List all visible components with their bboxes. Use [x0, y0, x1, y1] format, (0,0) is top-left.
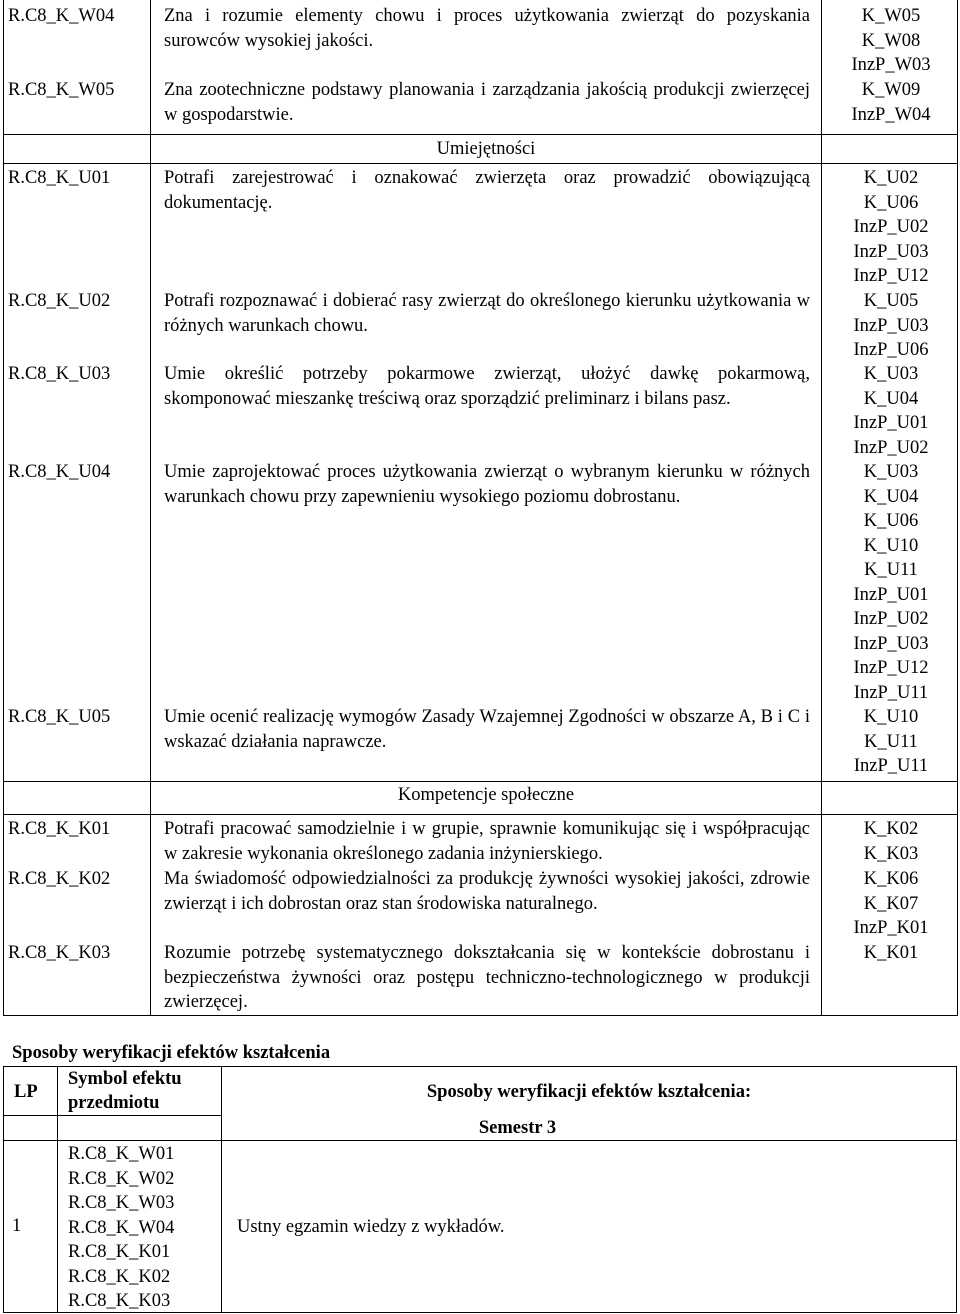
outcome-code: R.C8_K_U04 [8, 462, 111, 482]
table-line-comp-body [3, 814, 958, 815]
outcome-description: Ma świadomość odpowiedzialności za produkcję żywności wysokiej jakości, zdrowie zwierząt i ich dobrostan oraz stan środowiska naturalnego. [164, 869, 810, 914]
outcome-refs: K_U05 InzP_U03 InzP_U06 [853, 291, 929, 360]
table-border-left [3, 0, 4, 1016]
outcome-code: R.C8_K_K01 [8, 819, 111, 839]
outcome-description: Umie zaprojektować proces użytkowania zwierząt o wybranym kierunku w różnych warunkach chowu przy zapewnieniu wysokiego poziomu dobrostanu. [164, 462, 810, 507]
verification-title: Sposoby weryfikacji efektów kształcenia [12, 1043, 331, 1063]
outcome-code: R.C8_K_W04 [8, 6, 115, 26]
table-line-comp-head [3, 781, 958, 782]
outcome-refs: K_W09 InzP_W04 [851, 80, 931, 125]
table2-border-right [956, 1066, 957, 1313]
outcome-description: Zna i rozumie elementy chowu i proces użytkowania zwierząt do pozyskania surowców wysokiej jakości. [164, 6, 810, 51]
outcome-code: R.C8_K_U02 [8, 291, 111, 311]
table2-border-left [3, 1066, 4, 1313]
verification-method: Ustny egzamin wiedzy z wykładów. [237, 1217, 505, 1237]
outcome-code: R.C8_K_U05 [8, 707, 111, 727]
outcome-refs: K_K06 K_K07 InzP_K01 [853, 869, 929, 938]
outcome-code: R.C8_K_K02 [8, 869, 111, 889]
competences-heading: Kompetencje społeczne [397, 785, 575, 805]
outcome-refs: K_U03 K_U04 K_U06 K_U10 K_U11 InzP_U01 InzP_U02 InzP_U03 InzP_U12 InzP_U11 [853, 462, 929, 703]
outcome-refs: K_U03 K_U04 InzP_U01 InzP_U02 [853, 364, 929, 458]
verification-lp: 1 [12, 1216, 22, 1236]
outcome-refs: K_U10 K_U11 InzP_U11 [853, 707, 929, 776]
outcome-refs: K_K02 K_K03 [863, 819, 919, 864]
outcome-description: Zna zootechniczne podstawy planowania i zarządzania jakością produkcji zwierzęcej w gospodarstwie. [164, 80, 810, 125]
outcome-code: R.C8_K_U03 [8, 364, 111, 384]
outcome-code: R.C8_K_K03 [8, 943, 111, 963]
outcome-description: Potrafi pracować samodzielnie i w grupie, sprawnie komunikując się i współpracując w zakresie wykonania określonego zadania inżynierskiego. [164, 819, 810, 864]
verification-symbols: R.C8_K_W01 R.C8_K_W02 R.C8_K_W03 R.C8_K_W04 R.C8_K_K01 R.C8_K_K02 R.C8_K_K03 [68, 1144, 175, 1311]
column-header-symbol: Symbol efektu przedmiotu [68, 1069, 182, 1113]
semester-label: Semestr 3 [478, 1118, 557, 1138]
outcome-code: R.C8_K_U01 [8, 168, 111, 188]
table-line-skills-head [3, 134, 958, 135]
outcome-description: Potrafi rozpoznawać i dobierać rasy zwierząt do określonego kierunku użytkowania w różnych warunkach chowu. [164, 291, 810, 336]
outcome-refs: K_U02 K_U06 InzP_U02 InzP_U03 InzP_U12 [853, 168, 929, 286]
column-header-lp: LP [14, 1082, 38, 1102]
outcome-description: Umie określić potrzeby pokarmowe zwierząt, ułożyć dawkę pokarmową, skomponować mieszankę treściwą oraz sporządzić preliminarz i bilans pasz. [164, 364, 810, 409]
skills-heading: Umiejętności [436, 139, 536, 159]
column-header-methods: Sposoby weryfikacji efektów kształcenia: [426, 1082, 752, 1102]
table2-line-header [3, 1115, 222, 1116]
outcome-description: Rozumie potrzebę systematycznego dokształcania się w kontekście dobrostanu i bezpieczeństwa żywności oraz postępu techniczno-technologicznego w produkcji zwierzęcej. [164, 943, 810, 1012]
table2-divider-1 [57, 1066, 58, 1313]
outcome-refs: K_K01 [863, 943, 919, 963]
outcome-description: Potrafi zarejestrować i oznakować zwierzęta oraz prowadzić obowiązującą dokumentację. [164, 168, 810, 213]
outcome-refs: K_W05 K_W08 InzP_W03 [851, 6, 931, 75]
outcome-description: Umie ocenić realizację wymogów Zasady Wzajemnej Zgodności w obszarze A, B i C i wskazać działania naprawcze. [164, 707, 810, 752]
outcome-code: R.C8_K_W05 [8, 80, 115, 100]
table-border-bottom [3, 1015, 958, 1016]
table-line-skills-body [3, 163, 958, 164]
